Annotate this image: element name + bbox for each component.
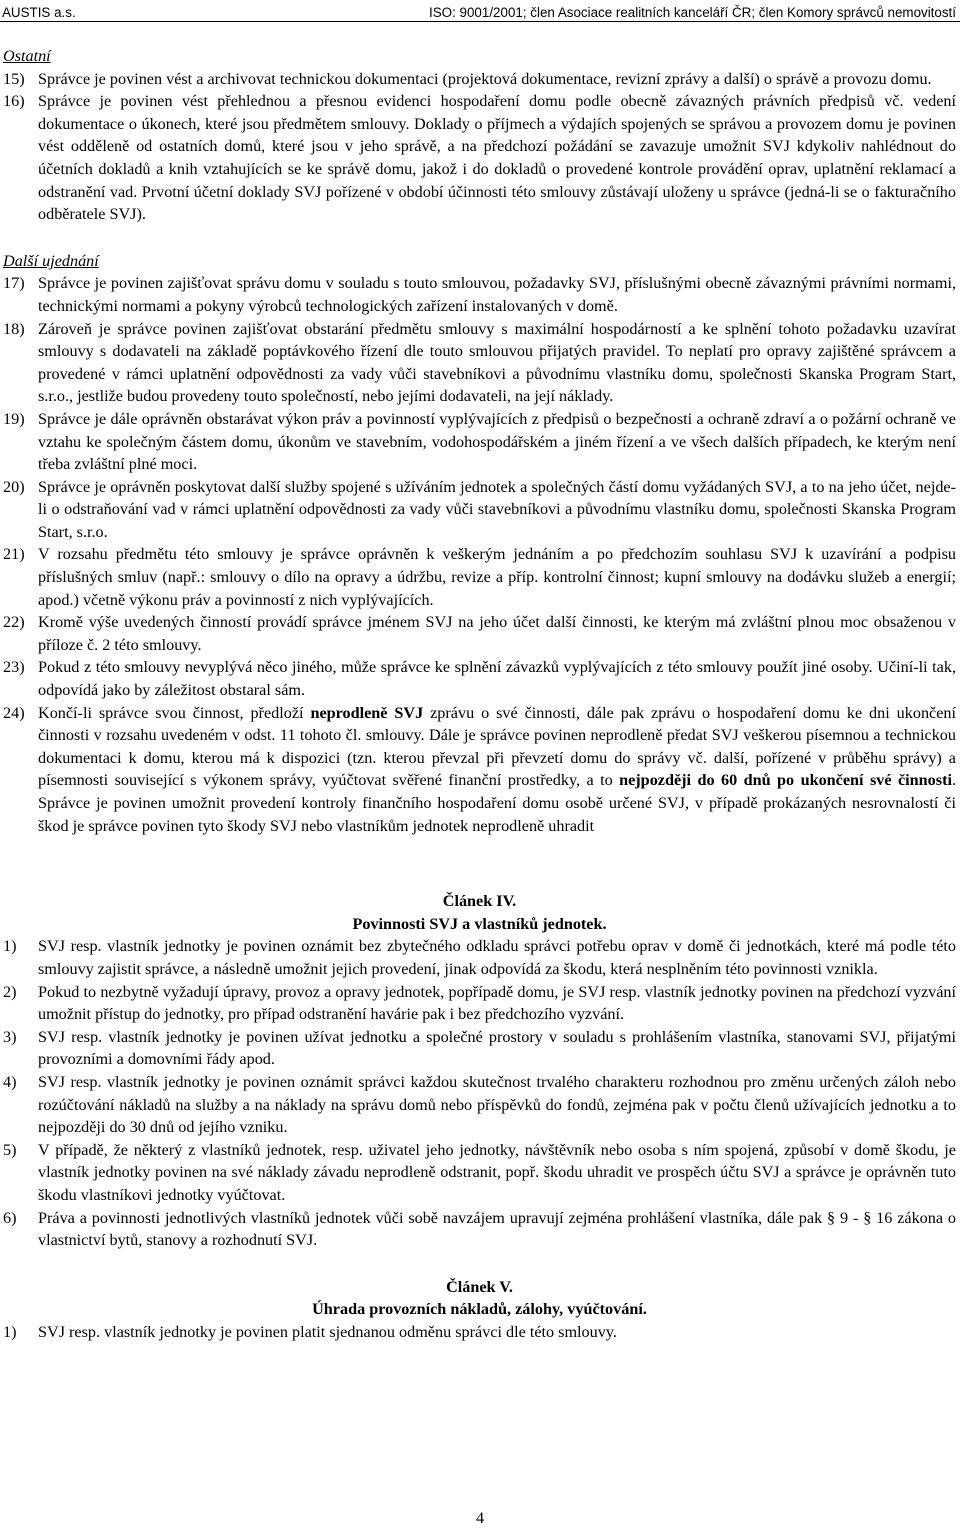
list-item bbox=[3, 90, 956, 226]
list-item bbox=[3, 543, 956, 611]
article-subheading: Povinnosti SVJ a vlastníků jednotek. bbox=[352, 914, 607, 933]
list-item bbox=[3, 476, 956, 544]
item-number: 3) bbox=[3, 1027, 17, 1046]
text-run: zprávu o své činnosti, dále pak zprávu o hospodaření domu ke dni ukončení činnosti v rozsahu uvedeném v odst. 11 tohoto čl. smlouvy. Dále je správce povinen neprodleně předat SVJ veškerou písemnou a technickou dokumentaci k domu, kterou má k dispozici (tzn. kterou převzal při převzetí domu do správy vč. další, pořízené v průběhu správy) a písemnosti související s výkonem správy, vyúčtovat svěřené finanční prostředky, a to bbox=[38, 703, 956, 790]
list-item bbox=[3, 1321, 956, 1344]
article-heading: Článek IV. bbox=[442, 892, 517, 911]
bold-text: neprodleně SVJ bbox=[310, 703, 424, 722]
item-text: Zároveň je správce povinen zajišťovat obstarání předmětu smlouvy s maximální hospodárností a ke splnění tohoto požadavku uzavírat smlouvy s dodavateli na základě poptávkového řízení dle touto smlouvou přijatých pravidel. To neplatí pro opravy zajištěné správcem a provedené v rámci uplatnění odpovědnosti za vady vůči stavebníkovi a původnímu vlastníku domu, společnosti Skanska Program Start, s.r.o., jestliže budou provedeny touto společností, nebo jejími dodavateli, na její náklady. bbox=[38, 319, 956, 406]
item-number: 21) bbox=[3, 545, 25, 564]
list-item bbox=[3, 318, 956, 408]
company-certifications: ISO: 9001/2001; člen Asociace realitních kanceláří ČR; člen Komory správců nemovitostí bbox=[429, 5, 956, 20]
list-item bbox=[3, 935, 956, 980]
item-text: Pokud z této smlouvy nevyplývá něco jiného, může správce ke splnění závazků vyplývajících z této smlouvy použít jiné osoby. Učiní-li tak, odpovídá jako by záležitost obstaral sám. bbox=[38, 658, 956, 700]
item-number: 22) bbox=[3, 613, 25, 632]
item-text: Práva a povinnosti jednotlivých vlastníků jednotek vůči sobě navzájem upravují zejména prohlášení vlastníka, dále pak § 9 - § 16 zákona o vlastnictví bytů, stanovy a rozhodnutí SVJ. bbox=[38, 1208, 956, 1250]
list-item bbox=[3, 611, 956, 656]
text-run: Končí-li správce svou činnost, předloží bbox=[38, 703, 311, 722]
item-text: V případě, že některý z vlastníků jednotek, resp. uživatel jeho jednotky, návštěvník nebo osoba s ním spojená, způsobí v domě škodu, je vlastník jednotky povinen na své náklady závadu neprodleně odstranit, popř. škodu uhradit ve prospěch účtu SVJ a správce je oprávněn tuto škodu vlastníkovi jednotky vyúčtovat. bbox=[38, 1140, 956, 1204]
list-item bbox=[3, 1026, 956, 1071]
item-number: 19) bbox=[3, 409, 25, 428]
list-item bbox=[3, 68, 956, 91]
article-heading: Článek V. bbox=[446, 1277, 513, 1296]
section-title-dalsi: Další ujednání bbox=[3, 251, 99, 270]
company-name: AUSTIS a.s. bbox=[2, 5, 76, 20]
list-item bbox=[3, 1207, 956, 1252]
bold-text: nejpozději do 60 dnů po ukončení své činnosti bbox=[619, 771, 952, 790]
item-text: Správce je povinen vést přehlednou a přesnou evidenci hospodaření domu podle obecně závazných právních předpisů vč. vedení dokumentace o úkonech, které jsou předmětem smlouvy. Doklady o příjmech a výdajích spojených se správou a provozem domu je povinen vést odděleně od ostatních domů, které jsou v jeho správě, a na předchozí požádání se zavazuje umožnit SVJ kdykoliv nahlédnout do účetních dokladů a knih vztahujících se ke správě domu, jakož i do dokladů o provedené kontrole provádění oprav, uplatnění reklamací a odstranění vad. Prvotní účetní doklady SVJ pořízené v období účinnosti této smlouvy zůstávají uloženy u správce (jedná-li se o fakturačního odběratele SVJ). bbox=[38, 92, 956, 224]
item-number: 4) bbox=[3, 1072, 17, 1091]
item-text: SVJ resp. vlastník jednotky je povinen oznámit bez zbytečného odkladu správci potřebu oprav v domě či jednotkách, které má podle této smlouvy zajistit správce, a následně umožnit jejich provedení, jinak odpovídá za škodu, která nesplněním této povinnosti vznikla. bbox=[38, 937, 956, 978]
item-text: V rozsahu předmětu této smlouvy je správce oprávněn k veškerým jednáním a po předchozím souhlasu SVJ k uzavírání a podpisu příslušných smluv (např.: smlouvy o dílo na opravy a údržbu, revize a příp. kontrolní činnost; kupní smlouvy na dodávku služeb a energií; apod.) včetně výkonu práv a povinností z nich vyplývajících. bbox=[38, 545, 956, 609]
item-text: Kromě výše uvedených činností provádí správce jménem SVJ na jeho účet další činnosti, ke kterým má zvláštní plnou moc obsaženou v příloze č. 2 této smlouvy. bbox=[38, 613, 956, 654]
item-number: 5) bbox=[3, 1140, 17, 1159]
item-number: 1) bbox=[3, 1322, 17, 1341]
item-number: 16) bbox=[3, 92, 25, 111]
item-number: 1) bbox=[3, 937, 17, 956]
item-number: 6) bbox=[3, 1208, 17, 1227]
item-text: SVJ resp. vlastník jednotky je povinen užívat jednotku a společné prostory v souladu s prohlášením vlastníka, stanovami SVJ, přijatými provozními a domovními řády apod. bbox=[38, 1027, 956, 1069]
section-title-ostatni: Ostatní bbox=[3, 47, 51, 65]
item-number: 23) bbox=[3, 658, 25, 677]
list-item bbox=[3, 408, 956, 476]
item-text: Správce je povinen vést a archivovat technickou dokumentaci (projektová dokumentace, revizní zprávy a další) o správě a provozu domu. bbox=[38, 69, 932, 88]
item-text: Správce je povinen zajišťovat správu domu v souladu s touto smlouvou, požadavky SVJ, příslušnými obecně závaznými právními normami, technickými normami a pokyny výrobců technologických zařízení instalovaných v domě. bbox=[38, 274, 956, 315]
text-run: . Správce je povinen umožnit provedení kontroly finančního hospodaření domu osobě určené SVJ, v případě prokázaných nesrovnalostí či škod je správce povinen tyto škody SVJ nebo vlastníkům jednotek neprodleně uhradit bbox=[38, 771, 956, 835]
item-number: 17) bbox=[3, 274, 25, 293]
item-text bbox=[38, 702, 956, 838]
document-body bbox=[3, 45, 956, 1343]
item-text: Správce je dále oprávněn obstarávat výkon práv a povinností vyplývajících z předpisů o bezpečnosti a ochraně zdraví a o požární ochraně ve vztahu ke společným částem domu, úkonům ve stavebním, vodohospodářském a jiném řízení a ve všech dalších případech, ke kterým není třeba zvláštní plné moci. bbox=[38, 409, 956, 474]
page-number: 4 bbox=[475, 1509, 485, 1527]
list-item bbox=[3, 272, 956, 317]
item-number: 20) bbox=[3, 477, 25, 496]
item-text: Pokud to nezbytně vyžadují úpravy, provoz a opravy jednotek, popřípadě domu, je SVJ resp. vlastník jednotky povinen na předchozí vyzvání umožnit přístup do jednotky, pro případ odstranění havárie pak i bez předchozího vyzvání. bbox=[38, 982, 956, 1024]
item-text: SVJ resp. vlastník jednotky je povinen oznámit správci každou skutečnost trvalého charakteru rozhodnou pro změnu určených záloh nebo rozúčtování nákladů na služby a na náklady na správu domů nebo příspěvků do fondů, zejména pak v počtu členů užívajících jednotku a to nejpozději do 30 dnů od jejího vzniku. bbox=[38, 1072, 956, 1137]
list-item bbox=[3, 1139, 956, 1207]
list-item bbox=[3, 981, 956, 1026]
item-number: 15) bbox=[3, 69, 25, 88]
list-item bbox=[3, 1071, 956, 1139]
item-text: Správce je oprávněn poskytovat další služby spojené s užíváním jednotek a společných částí domu vyžádaných SVJ, a to na jeho účet, nejde-li o odstraňování vad v rámci uplatnění odpovědnosti za vady vůči stavebníkovi a původnímu vlastníku domu, společnosti Skanska Program Start, s.r.o. bbox=[38, 477, 956, 541]
item-number: 2) bbox=[3, 982, 17, 1001]
item-number: 24) bbox=[3, 703, 25, 722]
page-header bbox=[0, 0, 960, 22]
item-number: 18) bbox=[3, 319, 25, 338]
item-text: SVJ resp. vlastník jednotky je povinen platit sjednanou odměnu správci dle této smlouvy. bbox=[38, 1322, 617, 1341]
list-item bbox=[3, 656, 956, 701]
article-subheading: Úhrada provozních nákladů, zálohy, vyúčtování. bbox=[312, 1300, 647, 1319]
list-item bbox=[3, 702, 956, 838]
